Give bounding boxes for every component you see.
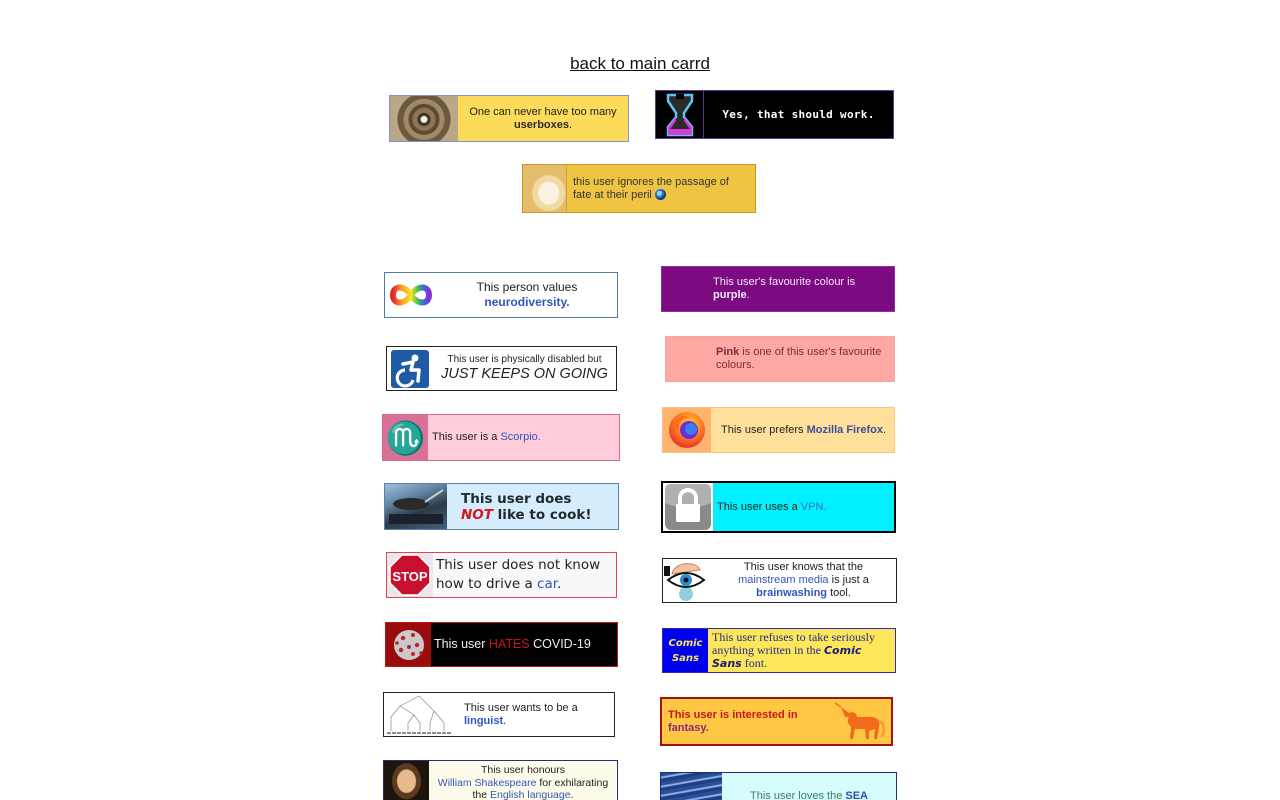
userbox-vpn (661, 481, 896, 533)
spiral-staircase-icon (390, 96, 458, 141)
frying-pan-icon (385, 484, 447, 529)
car-link[interactable]: car (537, 576, 558, 592)
userbox-text: Pink is one of this user's favourite colours. (716, 346, 882, 371)
wheelchair-icon (387, 347, 433, 390)
shakespeare-link[interactable]: William Shakespeare (437, 776, 537, 789)
userbox-comic-sans (662, 628, 896, 673)
userbox-text: This user uses a VPN. (717, 500, 827, 513)
unicorn-icon (827, 699, 891, 744)
scorpio-link[interactable]: Scorpio (500, 431, 538, 443)
userbox-text: This user does NOT like to cook! (461, 490, 592, 523)
padlock-icon (663, 483, 713, 531)
stop-sign-icon (387, 553, 433, 597)
userbox-disabled (386, 346, 617, 391)
fantasy-link[interactable]: fantasy (668, 721, 706, 734)
firefox-link[interactable]: Mozilla Firefox (806, 423, 883, 436)
blonde-character-icon (523, 165, 567, 212)
userbox-text: This user is interested in fantasy. (668, 708, 798, 734)
userbox-scorpio (382, 414, 620, 461)
userbox-mainstream-media (662, 558, 897, 603)
ocean-waves-icon (661, 773, 722, 800)
comic-sans-icon: Comic Sans (663, 629, 708, 672)
userbox-covid (385, 622, 618, 667)
userboxes-link[interactable]: userboxes (513, 118, 569, 131)
userbox-purple (661, 266, 895, 312)
userbox-text: One can never have too many userboxes. (469, 105, 617, 131)
userbox-car (386, 552, 617, 598)
userbox-text: This user wants to be a linguist. (464, 701, 578, 727)
userbox-text: this user ignores the passage of fate at their peril (573, 175, 729, 201)
brainwashing-link[interactable]: brainwashing (756, 587, 828, 599)
userbox-text: This user does not know how to drive a car. (436, 557, 601, 592)
userbox-text: This user's favourite colour is purple. (713, 276, 856, 301)
userbox-should-work (655, 90, 894, 139)
purple-squares-icon (662, 267, 708, 311)
hourglass-icon (656, 91, 704, 138)
userbox-text: This user prefers Mozilla Firefox. (721, 423, 887, 436)
userbox-text: This user refuses to take seriously anything written in the Comic Sans font. (712, 630, 875, 670)
linguist-link[interactable]: linguist (464, 714, 504, 727)
userbox-fantasy (660, 697, 893, 746)
firefox-icon (663, 408, 711, 452)
back-to-main-link[interactable]: back to main carrd (570, 54, 710, 73)
userbox-text: This user is a Scorpio. (432, 431, 541, 443)
shakespeare-portrait-icon (384, 761, 429, 800)
rainbow-infinity-icon (385, 273, 437, 317)
userbox-text: This user HATES COVID-19 (434, 637, 591, 651)
userbox-pink (665, 336, 895, 382)
userbox-shakespeare (383, 760, 618, 800)
userbox-text: This user knows that the mainstream media is just a brainwashing tool. (738, 561, 869, 599)
userbox-sea (660, 772, 897, 800)
syntax-tree-icon (384, 693, 454, 736)
gem-icon (655, 189, 666, 200)
mainstream-media-link[interactable]: mainstream media (738, 574, 829, 586)
userbox-text: This user honours William Shakespeare for exhilarating the English language. (437, 764, 609, 800)
virus-icon (386, 623, 431, 666)
english-language-link[interactable]: English language (490, 789, 571, 800)
userbox-firefox (662, 407, 895, 453)
pink-squares-icon (666, 337, 711, 381)
userbox-text: This person values neurodiversity. (476, 280, 578, 309)
userbox-text: Yes, that should work. (722, 108, 875, 121)
userbox-cook (384, 483, 619, 530)
neurodiversity-link[interactable]: neurodiversity (484, 295, 567, 309)
userbox-text: This user loves the SEA (750, 789, 868, 800)
back-to-main-link-container (0, 54, 1280, 74)
svg-text:STOP: STOP (392, 569, 428, 584)
userbox-fate (522, 164, 756, 213)
userbox-userboxes (389, 95, 629, 142)
userbox-text: This user is physically disabled but JUST KEEPS ON GOING (441, 354, 608, 382)
userbox-neurodiversity (384, 272, 618, 318)
scorpio-icon: ♏ (383, 415, 428, 460)
userbox-linguist (383, 692, 615, 737)
brain-eye-icon (663, 559, 711, 602)
vpn-link[interactable]: VPN (800, 500, 824, 513)
